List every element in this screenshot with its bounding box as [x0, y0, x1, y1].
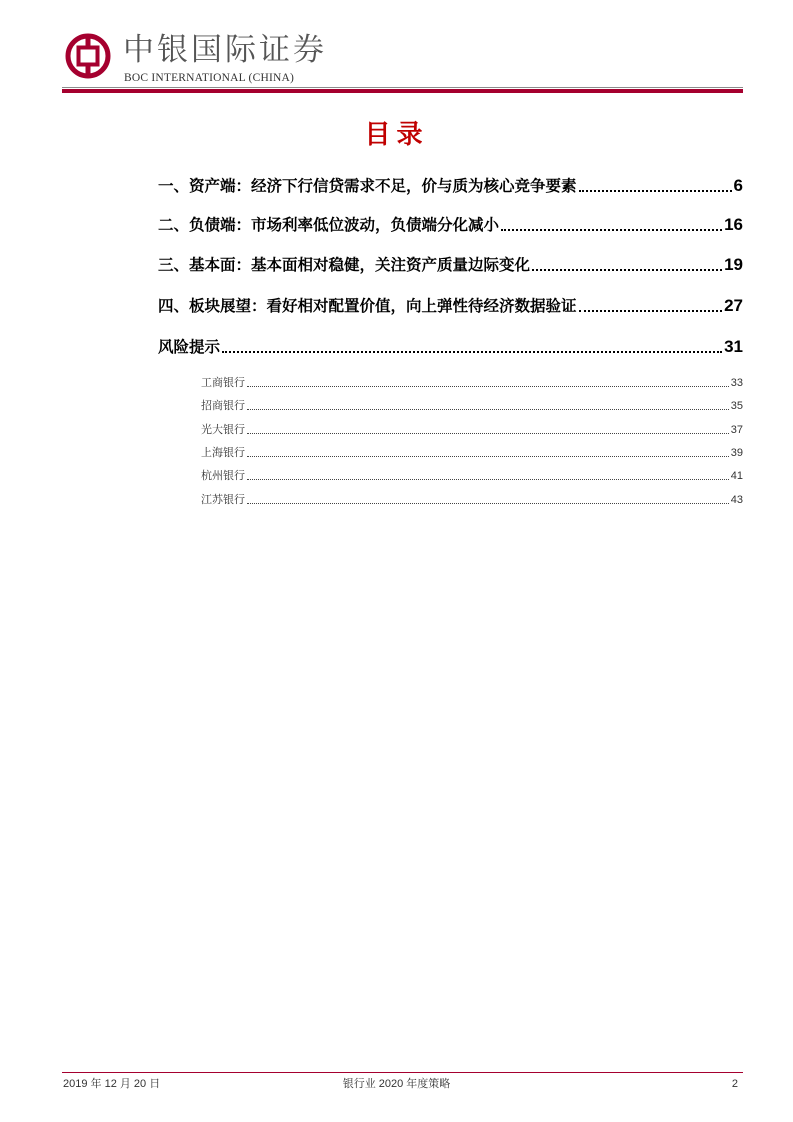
toc-sub-entry-label: 光大银行 [201, 423, 245, 436]
brand-name-en: BOC INTERNATIONAL (CHINA) [124, 72, 295, 84]
footer-date: 2019 年 12 月 20 日 [63, 1078, 161, 1090]
dot-leader [501, 229, 722, 231]
toc-sub-entry-page: 35 [730, 400, 743, 412]
dot-leader [247, 479, 729, 480]
toc-sub-entry-page: 43 [730, 494, 743, 506]
dot-leader [247, 433, 729, 434]
toc-entry-page: 31 [724, 337, 743, 356]
toc-sub-entry-page: 37 [730, 424, 743, 436]
toc-sub-entry-label: 招商银行 [201, 399, 245, 412]
dot-leader [247, 456, 729, 457]
toc-sub-entry[interactable] [201, 375, 743, 391]
toc-sub-entry[interactable] [201, 445, 743, 461]
toc-entry-page: 27 [724, 296, 743, 315]
footer-divider [62, 1072, 743, 1073]
footer-doc-title: 银行业 2020 年度策略 [342, 1078, 451, 1090]
toc-entry[interactable] [158, 294, 743, 318]
toc-entry-label: 三、基本面：基本面相对稳健，关注资产质量边际变化 [158, 256, 531, 274]
boc-logo-icon [65, 33, 111, 79]
dot-leader [222, 351, 722, 353]
toc-sub-entry[interactable] [201, 468, 743, 484]
dot-leader [579, 310, 723, 312]
brand-name-cn: 中银国际证券 [123, 32, 327, 68]
toc-sub-entry-page: 33 [730, 377, 743, 389]
footer-page-number: 2 [731, 1078, 738, 1090]
toc-entry-label: 风险提示 [158, 338, 221, 356]
toc-sub-entry-label: 江苏银行 [201, 493, 245, 506]
toc-sub-entry[interactable] [201, 398, 743, 414]
toc-sub-entry-page: 39 [730, 447, 743, 459]
toc-sub-entry-label: 杭州银行 [201, 469, 245, 482]
toc-sub-entry-label: 工商银行 [201, 376, 245, 389]
toc-entry-page: 16 [724, 215, 743, 234]
page-header [0, 0, 793, 95]
dot-leader [247, 386, 729, 387]
toc-entry[interactable] [158, 174, 743, 198]
toc-sub-entry-page: 41 [730, 470, 743, 482]
toc-entry-page: 19 [724, 255, 743, 274]
dot-leader [532, 269, 722, 271]
toc-entry[interactable] [158, 213, 743, 237]
toc-entry-page: 6 [733, 176, 743, 195]
toc-sub-entry-label: 上海银行 [201, 446, 245, 459]
toc-entry-label: 一、资产端：经济下行信贷需求不足，价与质为核心竞争要素 [158, 177, 577, 195]
dot-leader [247, 409, 729, 410]
dot-leader [579, 190, 732, 192]
toc-entry[interactable] [158, 335, 743, 359]
toc-entry-label: 四、板块展望：看好相对配置价值，向上弹性待经济数据验证 [158, 297, 577, 315]
dot-leader [247, 503, 729, 504]
toc-entry[interactable] [158, 253, 743, 277]
toc-entry-label: 二、负债端：市场利率低位波动，负债端分化减小 [158, 216, 500, 234]
header-divider [62, 87, 743, 88]
toc-sub-entry[interactable] [201, 422, 743, 438]
header-accent-bar [62, 89, 743, 93]
toc-sub-entry[interactable] [201, 492, 743, 508]
toc-title: 目录 [364, 120, 429, 150]
